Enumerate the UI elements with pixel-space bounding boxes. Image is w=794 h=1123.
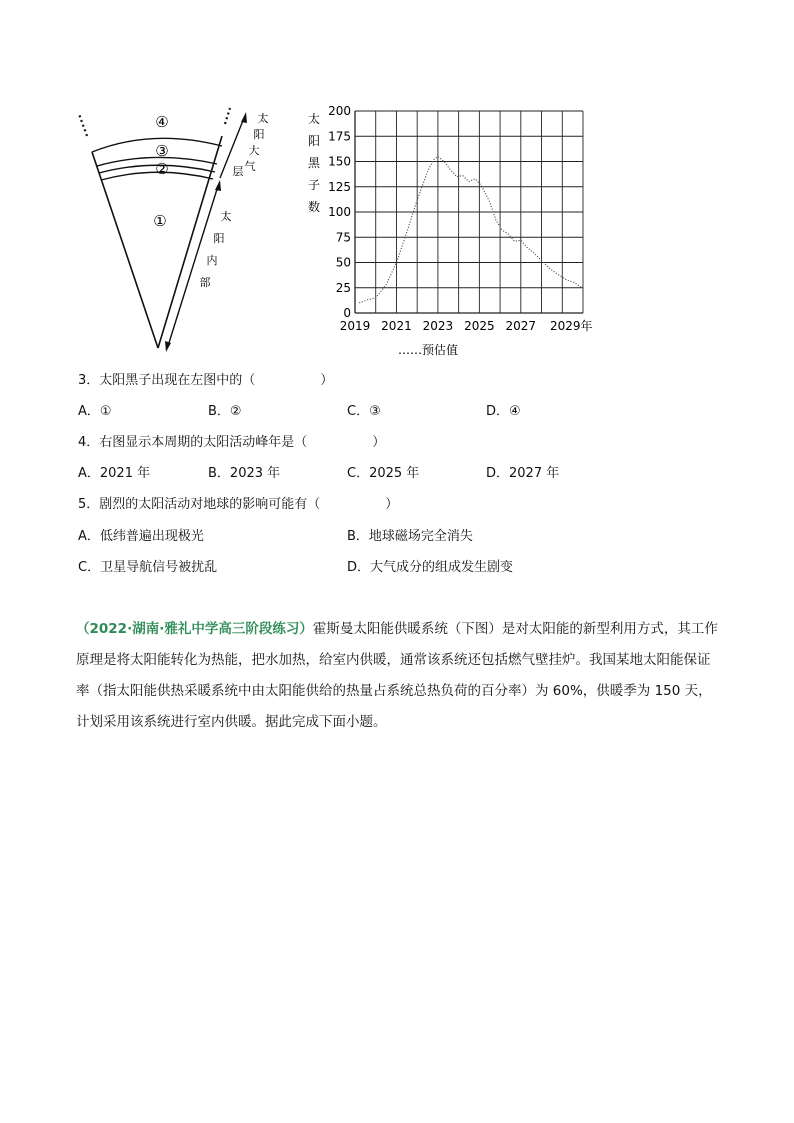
svg-text:部: 部 [199,276,211,289]
interior-arrow-head-up [215,180,221,191]
x-tick-label: 2027 [505,319,537,333]
interior-arrow-head-down [165,341,171,352]
y-tick-label: 125 [328,179,351,194]
chart-x-tick-labels [340,318,593,333]
sector-left-edge [92,152,158,348]
svg-text:层: 层 [232,165,244,178]
y-axis-label-char: 太 [307,112,321,126]
question-4-option-a[interactable]: A．2021 年 [78,466,151,481]
y-tick-label: 75 [335,230,351,245]
sunspot-estimate-line [359,156,582,303]
question-5-option-b[interactable]: B．地球磁场完全消失 [347,529,473,544]
y-axis-label-char: 黑 [307,156,321,170]
question-4-stem: 4．右图显示本周期的太阳活动峰年是（ ） [78,435,386,450]
question-5-option-a[interactable]: A．低纬普遍出现极光 [78,529,204,544]
sector-left-continuation [79,114,87,136]
sun-structure-diagram [60,100,300,360]
x-tick-label: 2021 [381,319,412,333]
question-3-option-c[interactable]: C．③ [347,404,381,419]
svg-text:太: 太 [257,112,269,125]
layer-label-2: ② [155,160,169,178]
svg-text:大: 大 [248,144,260,157]
y-axis-label-char: 阳 [307,134,321,148]
y-tick-label: 50 [335,255,351,270]
y-tick-label: 0 [343,306,351,320]
chart-series [359,156,582,303]
svg-text:阳: 阳 [213,232,225,245]
passage [76,614,720,738]
layer-label-3: ③ [155,142,169,160]
svg-text:太: 太 [220,210,232,223]
x-tick-label: 2025 [464,319,495,333]
chart-legend-estimate: ……预估值 [397,343,459,357]
y-axis-label-char: 子 [307,178,321,192]
sector-right-continuation [225,108,230,124]
passage-source: （2022·湖南·雅礼中学高三阶段练习） [76,621,313,637]
layer-label-4: ④ [155,113,169,131]
question-4-option-b[interactable]: B．2023 年 [208,466,281,481]
y-tick-label: 25 [335,280,351,295]
question-3-option-b[interactable]: B．② [208,404,242,419]
question-3-option-d[interactable]: D．④ [486,404,521,419]
y-tick-label: 100 [328,205,351,219]
chart-y-axis-label [308,111,321,214]
x-tick-label: 2029年 [549,319,593,333]
question-4-option-c[interactable]: C．2025 年 [347,466,420,481]
question-3-stem: 3．太阳黑子出现在左图中的（ ） [78,373,334,388]
question-5-option-c[interactable]: C．卫星导航信号被扰乱 [78,560,218,575]
y-tick-label: 150 [328,154,351,169]
question-5-stem: 5．剧烈的太阳活动对地球的影响可能有（ ） [78,497,399,512]
svg-text:气: 气 [244,160,256,173]
layer-label-1: ① [153,212,167,230]
question-3-option-a[interactable]: A．① [78,404,112,419]
svg-text:阳: 阳 [253,128,265,141]
svg-text:内: 内 [206,254,218,267]
sunspot-number-chart [300,100,600,360]
atmosphere-label [233,111,269,178]
y-tick-label: 175 [328,129,351,144]
x-tick-label: 2019 [339,319,371,333]
chart-y-tick-labels [328,104,351,320]
question-4-option-d[interactable]: D．2027 年 [486,466,560,481]
chart-grid [355,111,583,313]
interior-label [200,209,232,289]
y-tick-label: 200 [328,104,351,118]
question-5-option-d[interactable]: D．大气成分的组成发生剧变 [347,560,514,575]
y-axis-label-char: 数 [307,200,321,214]
x-tick-label: 2023 [422,319,454,333]
passage-text: 霍斯曼太阳能供暖系统（下图）是对太阳能的新型利用方式，其工作原理是将太阳能转化为热能，把水加热，给室内供暖，通常该系统还包括燃气壁挂炉。我国某地太阳能保证率（指太阳能供热采暖系统中由太阳能供给的热量占系统总热负荷的百分率）为 60%，供暖季为 150 天，计划采用该系统进行室内供暖。据此完成下面小题。 [76,621,718,730]
atmosphere-arrow-head [241,112,247,123]
